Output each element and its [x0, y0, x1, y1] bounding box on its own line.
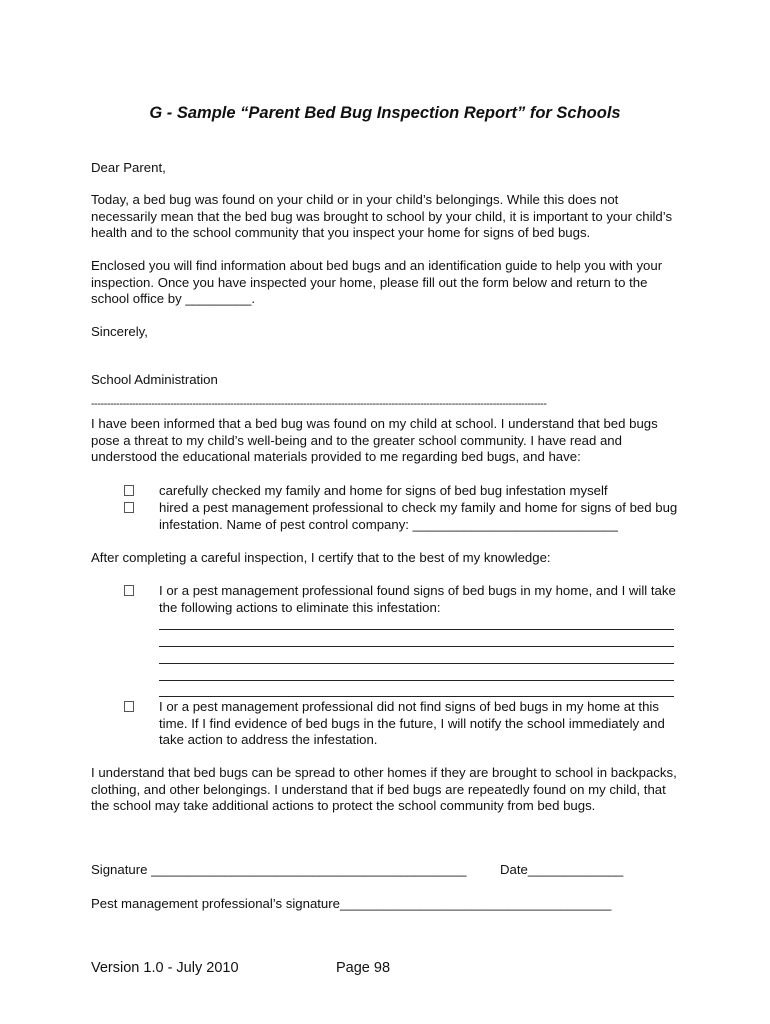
option-label: hired a pest management professional to check my family and home for signs of bed bug infestation. Name of pest control company: ____________________________ — [159, 500, 678, 532]
sender: School Administration — [91, 372, 218, 387]
option-label: carefully checked my family and home for signs of bed bug infestation myself — [159, 483, 608, 498]
option-checked-myself[interactable] — [124, 483, 684, 500]
pest-professional-signature-field[interactable]: Pest management professional’s signature_____________________________________ — [91, 896, 612, 911]
version-footer: Version 1.0 - July 2010 — [91, 960, 239, 976]
cut-line: ------------------------------------------------------------------------------------------------------------------------------------------------ — [91, 398, 547, 410]
checkbox[interactable] — [124, 502, 134, 513]
option-hired-professional[interactable] — [124, 500, 684, 533]
option-not-found-bed-bugs[interactable] — [124, 699, 684, 749]
instructions-paragraph: Enclosed you will find information about bed bugs and an identification guide to help you with your inspection. Once you have inspected your home, please fill out the form below and return to the school office by _________. — [91, 258, 663, 306]
actions-blank-line[interactable] — [159, 663, 674, 664]
option-found-bed-bugs[interactable] — [124, 583, 684, 616]
intro-paragraph: Today, a bed bug was found on your child or in your child’s belongings. While this does not necessarily mean that the bed bug was brought to school by your child, it is important to your child’s health and to the school community that you inspect your home for signs of bed bugs. — [91, 192, 673, 240]
closing: Sincerely, — [91, 324, 148, 339]
signature-field[interactable]: Signature ___________________________________________ — [91, 862, 467, 877]
actions-blank-line[interactable] — [159, 629, 674, 630]
checkbox[interactable] — [124, 585, 134, 596]
page-number: Page 98 — [336, 960, 391, 976]
actions-blank-line[interactable] — [159, 680, 674, 681]
date-field[interactable]: Date_____________ — [500, 862, 624, 877]
actions-blank-line[interactable] — [159, 646, 674, 647]
checkbox[interactable] — [124, 485, 134, 496]
page-title: G - Sample “Parent Bed Bug Inspection Report” for Schools — [149, 104, 621, 122]
option-label: I or a pest management professional found signs of bed bugs in my home, and I will take the following actions to eliminate this infestation: — [159, 583, 676, 615]
salutation: Dear Parent, — [91, 160, 166, 175]
certify-statement: After completing a careful inspection, I certify that to the best of my knowledge: — [91, 550, 551, 565]
option-label: I or a pest management professional did not find signs of bed bugs in my home at this time. If I find evidence of bed bugs in the future, I will notify the school immediately and take action to address the infestation. — [159, 699, 665, 747]
actions-blank-line[interactable] — [159, 696, 674, 697]
statement-paragraph: I have been informed that a bed bug was found on my child at school. I understand that bed bugs pose a threat to my child’s well-being and to the greater school community. I have read and understood the educational materials provided to me regarding bed bugs, and have: — [91, 416, 658, 464]
understand-paragraph: I understand that bed bugs can be spread to other homes if they are brought to school in backpacks, clothing, and other belongings. I understand that if bed bugs are repeatedly found on my child, that the school may take additional actions to protect the school community from bed bugs. — [91, 765, 677, 813]
checkbox[interactable] — [124, 701, 134, 712]
